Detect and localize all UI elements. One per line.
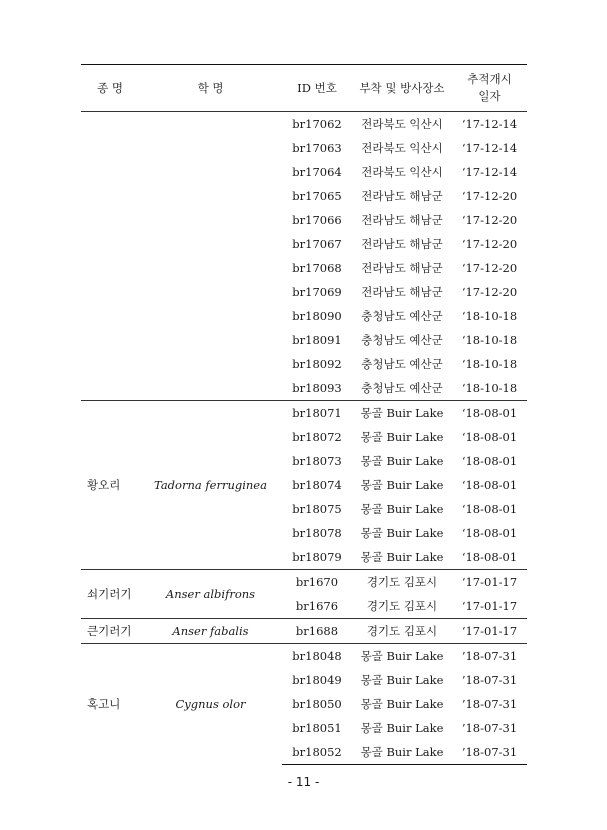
place-cell: 몽골 Buir Lake: [360, 526, 444, 540]
table-row: [81, 112, 527, 137]
scientific-name-cell: Anser albifrons: [139, 570, 282, 619]
start-date-cell: ‘17-12-14: [461, 141, 518, 155]
scientific-name-cell: [139, 112, 282, 401]
start-date-cell: ‘17-12-14: [461, 117, 518, 131]
start-date-cell: ‘18-08-01: [461, 550, 518, 564]
start-date-cell: ‘17-01-17: [452, 570, 527, 595]
table-header: [81, 65, 527, 112]
place-cell: 전라남도 해남군: [361, 189, 443, 203]
start-date-cell: ’18-07-31: [461, 673, 518, 687]
scientific-name-cell: Cygnus olor: [139, 644, 282, 765]
place-cell: 전라남도 해남군: [361, 285, 443, 299]
place-cell: 몽골 Buir Lake: [360, 550, 444, 564]
place-cell: 경기도 김포시: [366, 599, 438, 613]
id-cell: br18092: [292, 357, 342, 371]
place-cell: 충청남도 예산군: [361, 333, 443, 347]
id-cell: br1688: [282, 619, 352, 644]
header-id: ID 번호: [282, 65, 352, 112]
header-start-date-line2: 일자: [478, 89, 501, 103]
place-cell: 경기도 김포시: [352, 570, 452, 595]
id-cell: br18075: [292, 502, 342, 516]
scientific-name-cell: Anser fabalis: [139, 619, 282, 644]
start-date-cell: ‘18-10-18: [461, 357, 518, 371]
id-cell: br17067: [292, 237, 342, 251]
id-cell: br18093: [292, 381, 342, 395]
header-start-date-line1: 추적개시: [467, 72, 512, 86]
species-name-cell: 큰기러기: [81, 619, 139, 644]
header-scientific-name: 학 명: [139, 65, 282, 112]
page-number: - 11 -: [287, 775, 320, 789]
id-cell: br18051: [292, 721, 342, 735]
table-body: [81, 112, 527, 765]
start-date-cell: ‘17-12-14: [461, 165, 518, 179]
id-cell: br17065: [292, 189, 342, 203]
id-cell: br18091: [292, 333, 342, 347]
scientific-name-cell: Tadorna ferruginea: [139, 401, 282, 570]
start-date-cell: ’18-07-31: [452, 740, 527, 765]
start-date-cell: ‘17-12-20: [461, 285, 518, 299]
start-date-cell: ‘18-08-01: [461, 502, 518, 516]
id-cell: br17069: [292, 285, 342, 299]
place-cell: 전라남도 해남군: [361, 213, 443, 227]
id-cell: br18090: [292, 309, 342, 323]
place-cell: 몽골 Buir Lake: [352, 401, 452, 426]
species-name-cell: 혹고니: [81, 644, 139, 765]
id-cell: br17064: [292, 165, 342, 179]
start-date-cell: ‘17-12-20: [461, 189, 518, 203]
start-date-cell: ‘18-08-01: [461, 430, 518, 444]
start-date-cell: ‘17-12-20: [461, 237, 518, 251]
header-row: [81, 65, 527, 112]
place-cell: 충청남도 예산군: [361, 309, 443, 323]
header-start-date: [452, 65, 527, 112]
start-date-cell: ‘17-01-17: [461, 599, 518, 613]
place-cell: 몽골 Buir Lake: [360, 697, 444, 711]
id-cell: br17062: [292, 117, 342, 131]
id-cell: br17063: [292, 141, 342, 155]
place-cell: 몽골 Buir Lake: [360, 502, 444, 516]
place-cell: 몽골 Buir Lake: [360, 721, 444, 735]
start-date-cell: ’18-07-31: [461, 697, 518, 711]
start-date-cell: ‘18-10-18: [461, 381, 518, 395]
table-row: [81, 644, 527, 669]
id-cell: br18074: [292, 478, 342, 492]
place-cell: 전라북도 익산시: [361, 165, 443, 179]
species-name-cell: 쇠기러기: [81, 570, 139, 619]
start-date-cell: ‘18-08-01: [461, 478, 518, 492]
id-cell: br18072: [292, 430, 342, 444]
place-cell: 충청남도 예산군: [361, 357, 443, 371]
id-cell: br18071: [282, 401, 352, 426]
header-place: 부착 및 방사장소: [352, 65, 452, 112]
id-cell: br18048: [282, 644, 352, 669]
id-cell: br18079: [292, 550, 342, 564]
place-cell: 경기도 김포시: [352, 619, 452, 644]
id-cell: br17066: [292, 213, 342, 227]
table-row: [81, 619, 527, 644]
id-cell: br18049: [292, 673, 342, 687]
place-cell: 몽골 Buir Lake: [360, 673, 444, 687]
table-row: [81, 401, 527, 426]
place-cell: 전라남도 해남군: [361, 261, 443, 275]
header-species: 종 명: [81, 65, 139, 112]
place-cell: 전라남도 해남군: [361, 237, 443, 251]
start-date-cell: ‘18-08-01: [461, 454, 518, 468]
id-cell: br17068: [292, 261, 342, 275]
place-cell: 몽골 Buir Lake: [352, 644, 452, 669]
start-date-cell: ‘17-12-20: [461, 213, 518, 227]
id-cell: br18050: [292, 697, 342, 711]
place-cell: 몽골 Buir Lake: [360, 478, 444, 492]
start-date-cell: ‘17-01-17: [452, 619, 527, 644]
place-cell: 몽골 Buir Lake: [352, 740, 452, 765]
id-cell: br18073: [292, 454, 342, 468]
start-date-cell: ‘18-08-01: [452, 401, 527, 426]
place-cell: 몽골 Buir Lake: [360, 430, 444, 444]
id-cell: br18052: [282, 740, 352, 765]
place-cell: 충청남도 예산군: [361, 381, 443, 395]
tracking-table: [81, 64, 527, 765]
start-date-cell: ’18-07-31: [461, 721, 518, 735]
id-cell: br1676: [295, 599, 339, 613]
place-cell: 전라북도 익산시: [361, 141, 443, 155]
id-cell: br1670: [282, 570, 352, 595]
start-date-cell: ‘18-10-18: [461, 309, 518, 323]
start-date-cell: ‘17-12-20: [461, 261, 518, 275]
start-date-cell: ’18-07-31: [452, 644, 527, 669]
place-cell: 전라북도 익산시: [361, 117, 443, 131]
start-date-cell: ‘18-10-18: [461, 333, 518, 347]
species-name-cell: [81, 112, 139, 401]
id-cell: br18078: [292, 526, 342, 540]
start-date-cell: ‘18-08-01: [461, 526, 518, 540]
place-cell: 몽골 Buir Lake: [360, 454, 444, 468]
table-row: [81, 570, 527, 595]
species-name-cell: 황오리: [81, 401, 139, 570]
